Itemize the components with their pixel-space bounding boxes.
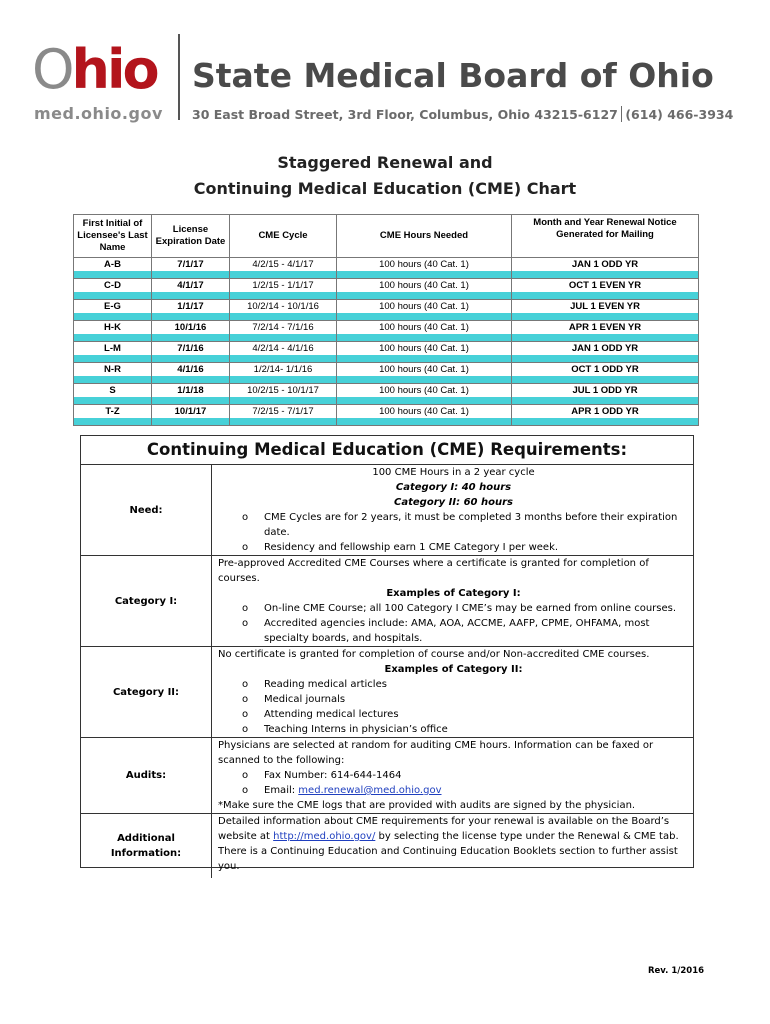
renewal-row	[74, 321, 699, 335]
notice-cell: APR 1 ODD YR	[512, 405, 699, 419]
audits-email	[218, 783, 689, 798]
category2-intro: No certificate is granted for completion of course and/or Non-accredited CME courses.	[218, 649, 650, 660]
notice-cell: JAN 1 ODD YR	[512, 258, 699, 272]
phone-text: (614) 466-3934	[625, 107, 734, 122]
band-cell	[337, 355, 512, 363]
band-cell	[74, 418, 152, 426]
renewal-row	[74, 384, 699, 398]
address-separator	[621, 106, 623, 122]
cycle-cell: 4/2/15 - 4/1/17	[230, 258, 337, 272]
renewal-row-band	[74, 376, 699, 384]
need-bullet: o CME Cycles are for 2 years, it must be completed 3 months before their expiration date.	[218, 510, 689, 540]
category1-intro: Pre-approved Accredited CME Courses where a certificate is granted for completion of courses.	[218, 558, 649, 584]
initial-cell: E-G	[74, 300, 152, 314]
logo-wordmark: Ohio	[32, 38, 157, 101]
renewal-row-band	[74, 292, 699, 300]
category1-examples-heading: Examples of Category I:	[386, 588, 521, 599]
band-cell	[152, 271, 230, 279]
notice-cell: JAN 1 ODD YR	[512, 342, 699, 356]
additional-content	[212, 814, 694, 878]
band-cell	[512, 397, 699, 405]
band-cell	[512, 376, 699, 384]
band-cell	[74, 334, 152, 342]
band-cell	[337, 418, 512, 426]
band-cell	[74, 355, 152, 363]
band-cell	[230, 313, 337, 321]
notice-cell: OCT 1 ODD YR	[512, 363, 699, 377]
band-cell	[152, 376, 230, 384]
hours-cell: 100 hours (40 Cat. 1)	[337, 363, 512, 377]
band-cell	[337, 334, 512, 342]
need-label: Need:	[81, 465, 212, 556]
hours-cell: 100 hours (40 Cat. 1)	[337, 342, 512, 356]
initial-cell: H-K	[74, 321, 152, 335]
category2-row	[81, 647, 693, 738]
renewal-row	[74, 258, 699, 272]
audits-fax	[218, 768, 689, 783]
additional-label	[81, 814, 212, 878]
need-line1: 100 CME Hours in a 2 year cycle	[372, 467, 535, 478]
additional-label-line1: Additional	[117, 832, 175, 844]
expiration-cell: 4/1/17	[152, 279, 230, 293]
expiration-cell: 7/1/16	[152, 342, 230, 356]
band-cell	[152, 355, 230, 363]
need-line2: Category I: 40 hours	[395, 482, 512, 493]
header-hours: CME Hours Needed	[337, 215, 512, 258]
additional-row	[81, 814, 693, 878]
category1-row	[81, 556, 693, 647]
category2-label: Category II:	[81, 647, 212, 738]
expiration-cell: 1/1/17	[152, 300, 230, 314]
board-address	[192, 106, 733, 122]
renewal-row-band	[74, 397, 699, 405]
band-cell	[230, 376, 337, 384]
renewal-table	[73, 214, 699, 426]
notice-cell: OCT 1 EVEN YR	[512, 279, 699, 293]
renewal-row	[74, 279, 699, 293]
band-cell	[230, 418, 337, 426]
renewal-row-band	[74, 271, 699, 279]
expiration-cell: 10/1/16	[152, 321, 230, 335]
ohio-logo	[32, 40, 167, 130]
band-cell	[337, 292, 512, 300]
chart-title-line1: Staggered Renewal and	[277, 153, 493, 172]
header-notice: Month and Year Renewal Notice Generated for Mailing	[512, 215, 699, 258]
band-cell	[512, 271, 699, 279]
hours-cell: 100 hours (40 Cat. 1)	[337, 405, 512, 419]
expiration-cell: 10/1/17	[152, 405, 230, 419]
expiration-cell: 1/1/18	[152, 384, 230, 398]
band-cell	[230, 271, 337, 279]
audits-note: *Make sure the CME logs that are provided with audits are signed by the physician.	[218, 800, 636, 811]
band-cell	[512, 334, 699, 342]
band-cell	[512, 418, 699, 426]
band-cell	[512, 313, 699, 321]
additional-label-line2: Information:	[110, 847, 182, 859]
initial-cell: A-B	[74, 258, 152, 272]
initial-cell: N-R	[74, 363, 152, 377]
expiration-cell: 7/1/17	[152, 258, 230, 272]
cycle-cell: 1/2/15 - 1/1/17	[230, 279, 337, 293]
need-bullet: o Residency and fellowship earn 1 CME Category I per week.	[218, 540, 689, 555]
cycle-cell: 10/2/15 - 10/1/17	[230, 384, 337, 398]
cycle-cell: 7/2/14 - 7/1/16	[230, 321, 337, 335]
band-cell	[337, 376, 512, 384]
expiration-cell: 4/1/16	[152, 363, 230, 377]
category2-bullet: o Medical journals	[218, 692, 689, 707]
additional-text-after: by selecting the license type under the Renewal & CME tab. There is a Continuing Education and Continuing Education Booklets section to further assist you.	[218, 831, 679, 872]
requirements-table	[81, 464, 693, 878]
header-cycle: CME Cycle	[230, 215, 337, 258]
cycle-cell: 4/2/14 - 4/1/16	[230, 342, 337, 356]
renewal-body	[74, 258, 699, 426]
hours-cell: 100 hours (40 Cat. 1)	[337, 384, 512, 398]
initial-cell: S	[74, 384, 152, 398]
band-cell	[74, 397, 152, 405]
category2-bullet: o Attending medical lectures	[218, 707, 689, 722]
category2-examples-heading: Examples of Category II:	[384, 664, 523, 675]
board-title: State Medical Board of Ohio	[192, 56, 714, 95]
band-cell	[152, 418, 230, 426]
band-cell	[74, 376, 152, 384]
band-cell	[230, 292, 337, 300]
band-cell	[152, 292, 230, 300]
header-initial: First Initial of Licensee's Last Name	[74, 215, 152, 258]
category2-bullet: o Teaching Interns in physician’s office	[218, 722, 689, 737]
category1-content	[212, 556, 694, 647]
band-cell	[230, 397, 337, 405]
band-cell	[230, 334, 337, 342]
notice-cell: JUL 1 ODD YR	[512, 384, 699, 398]
address-text: 30 East Broad Street, 3rd Floor, Columbus, Ohio 43215-6127	[192, 107, 618, 122]
band-cell	[337, 313, 512, 321]
band-cell	[337, 271, 512, 279]
renewal-row	[74, 342, 699, 356]
renewal-row	[74, 363, 699, 377]
band-cell	[512, 292, 699, 300]
initial-cell: L-M	[74, 342, 152, 356]
requirements-box	[80, 435, 694, 872]
renewal-row-band	[74, 418, 699, 426]
band-cell	[74, 271, 152, 279]
renewal-header-row	[74, 215, 699, 258]
cycle-cell: 7/2/15 - 7/1/17	[230, 405, 337, 419]
need-content	[212, 465, 694, 556]
fax-number: 614-644-1464	[330, 770, 402, 781]
category1-bullet: o On-line CME Course; all 100 Category I CME’s may be earned from online courses.	[218, 601, 689, 616]
cycle-cell: 1/2/14- 1/1/16	[230, 363, 337, 377]
need-row	[81, 465, 693, 556]
notice-cell: JUL 1 EVEN YR	[512, 300, 699, 314]
email-link[interactable]: med.renewal@med.ohio.gov	[298, 785, 442, 796]
audits-content	[212, 738, 694, 814]
audits-row	[81, 738, 693, 814]
email-label: Email:	[264, 785, 299, 796]
notice-cell: APR 1 EVEN YR	[512, 321, 699, 335]
need-line3: Category II: 60 hours	[394, 497, 513, 508]
initial-cell: C-D	[74, 279, 152, 293]
chart-title-line2: Continuing Medical Education (CME) Chart	[193, 179, 577, 198]
band-cell	[512, 355, 699, 363]
renewal-row	[74, 300, 699, 314]
additional-text-before: Detailed information about CME requirements for your renewal is available on the Board’s website at	[218, 816, 670, 842]
category1-label: Category I:	[81, 556, 212, 647]
hours-cell: 100 hours (40 Cat. 1)	[337, 258, 512, 272]
band-cell	[74, 313, 152, 321]
renewal-row-band	[74, 313, 699, 321]
band-cell	[152, 397, 230, 405]
renewal-row	[74, 405, 699, 419]
hours-cell: 100 hours (40 Cat. 1)	[337, 300, 512, 314]
band-cell	[337, 397, 512, 405]
revision-label: Rev. 1/2016	[648, 966, 705, 976]
header-divider	[178, 34, 180, 120]
category2-bullet: o Reading medical articles	[218, 677, 689, 692]
renewal-row-band	[74, 355, 699, 363]
hours-cell: 100 hours (40 Cat. 1)	[337, 279, 512, 293]
audits-label: Audits:	[81, 738, 212, 814]
hours-cell: 100 hours (40 Cat. 1)	[337, 321, 512, 335]
band-cell	[230, 355, 337, 363]
band-cell	[152, 334, 230, 342]
requirements-title: Continuing Medical Education (CME) Requirements:	[146, 440, 628, 459]
band-cell	[152, 313, 230, 321]
logo-url: med.ohio.gov	[34, 104, 163, 123]
cycle-cell: 10/2/14 - 10/1/16	[230, 300, 337, 314]
band-cell	[74, 292, 152, 300]
website-link[interactable]: http://med.ohio.gov/	[273, 831, 376, 842]
category2-content	[212, 647, 694, 738]
category1-bullet: o Accredited agencies include: AMA, AOA, ACCME, AAFP, CPME, OHFAMA, most specialty boards, and hospitals.	[218, 616, 689, 646]
header-expiration: License Expiration Date	[152, 215, 230, 258]
renewal-row-band	[74, 334, 699, 342]
chart-title	[0, 150, 770, 202]
fax-label: Fax Number:	[264, 770, 331, 781]
initial-cell: T-Z	[74, 405, 152, 419]
audits-intro: Physicians are selected at random for auditing CME hours. Information can be faxed or scanned to the following:	[218, 740, 654, 766]
